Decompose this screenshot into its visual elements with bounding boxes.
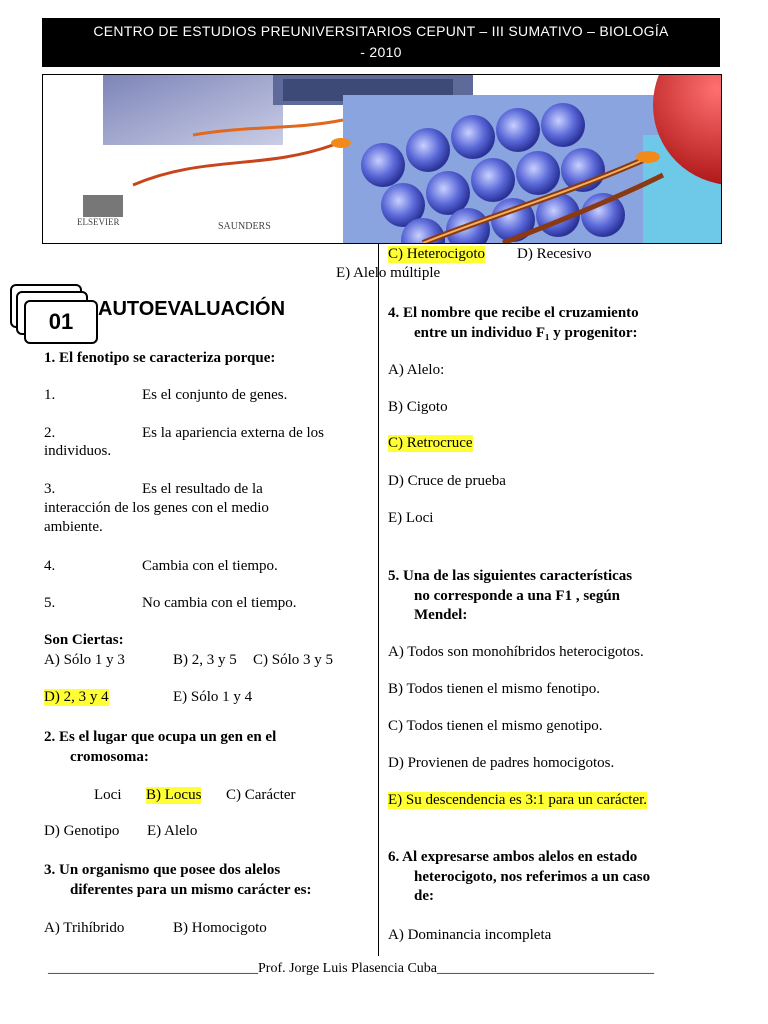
q5-option: A) Todos son monohíbridos heterocigotos. [388,644,644,660]
q4-option: E) Loci [388,510,434,526]
q6-stem-line1: 6. Al expresarse ambos alelos en estado [388,849,638,865]
q3-option-a: A) Trihíbrido [44,920,125,936]
publisher2-text: SAUNDERS [218,221,271,232]
q1-item-num: 5. [44,595,56,611]
q1-option-a: A) Sólo 1 y 3 [44,652,125,668]
q6-stem-line2: heterocigoto, nos referimos a un caso [414,869,651,885]
q1-item-text-cont: individuos. [44,443,112,459]
publisher1-text: ELSEVIER [77,217,120,227]
q1-stem: 1. El fenotipo se caracteriza porque: [44,350,276,366]
q2-option-d: D) Genotipo [44,823,120,839]
q1-item-num: 3. [44,481,56,497]
q1-item-text: Es el conjunto de genes. [142,387,288,403]
header-title-line1: CENTRO DE ESTUDIOS PREUNIVERSITARIOS CEPUNT – III SUMATIVO – BIOLOGÍA [93,23,669,39]
q3-stem-line1: 3. Un organismo que posee dos alelos [44,862,281,878]
q1-item-text: No cambia con el tiempo. [142,595,297,611]
q5-option: D) Provienen de padres homocigotos. [388,755,615,771]
q1-item-text-cont: ambiente. [44,519,103,535]
q4-stem-line1: 4. El nombre que recibe el cruzamiento [388,305,639,321]
q6-stem-line3: de: [414,888,434,904]
footer-author-line: ______________________________Prof. Jorge Luis Plasencia Cuba_______________________________ [48,961,654,976]
q2-option-c: C) Carácter [226,787,296,803]
q1-ciertas-label: Son Ciertas: [44,632,124,648]
q5-option-answer: E) Su descendencia es 3:1 para un carácter. [388,792,648,808]
q3-option-d: D) Recesivo [517,246,592,262]
q1-option-b: B) 2, 3 y 5 [173,652,237,668]
q1-item-text-cont: interacción de los genes con el medio [44,500,269,516]
q5-stem-line2: no corresponde a una F1 , según [414,588,621,604]
q1-item-num: 1. [44,387,56,403]
q3-option-b: B) Homocigoto [173,920,267,936]
q5-stem-line1: 5. Una de las siguientes características [388,568,633,584]
q1-item-text: Es el resultado de la [142,481,263,497]
q1-option-c: C) Sólo 3 y 5 [253,652,334,668]
q2-stem-line2: cromosoma: [70,749,149,765]
column-divider [378,244,379,956]
q3-option-e: E) Alelo múltiple [336,265,441,281]
q2-stem-line1: 2. Es el lugar que ocupa un gen en el [44,729,277,745]
q1-option-d-answer: D) 2, 3 y 4 [44,689,109,705]
q1-item-text: Es la apariencia externa de los [142,425,324,441]
q5-option: C) Todos tienen el mismo genotipo. [388,718,603,734]
q1-item-text: Cambia con el tiempo. [142,558,278,574]
q2-option-a: Loci [94,787,122,803]
section-title: AUTOEVALUACIÓN [98,298,286,320]
q1-option-e: E) Sólo 1 y 4 [173,689,253,705]
q1-item-num: 2. [44,425,56,441]
header-title-line2: - 2010 [360,44,402,60]
q4-option-answer: C) Retrocruce [388,435,473,451]
banner-image [42,74,722,244]
q2-option-e: E) Alelo [147,823,198,839]
section-badge [10,284,86,342]
q3-stem-line2: diferentes para un mismo carácter es: [70,882,312,898]
q4-option: A) Alelo: [388,362,445,378]
header-title-bar [42,18,720,67]
fertilization-illustration [43,75,721,243]
q4-option: B) Cigoto [388,399,448,415]
q4-stem-line2: entre un individuo F₁ y progenitor: [414,325,638,341]
q2-option-b-answer: B) Locus [146,787,202,803]
badge-number: 01 [24,300,98,344]
q1-item-num: 4. [44,558,56,574]
q3-option-c-answer: C) Heterocigoto [388,246,486,262]
q5-stem-line3: Mendel: [414,607,468,623]
q5-option: B) Todos tienen el mismo fenotipo. [388,681,600,697]
q4-option: D) Cruce de prueba [388,473,506,489]
q6-option-a: A) Dominancia incompleta [388,927,552,943]
